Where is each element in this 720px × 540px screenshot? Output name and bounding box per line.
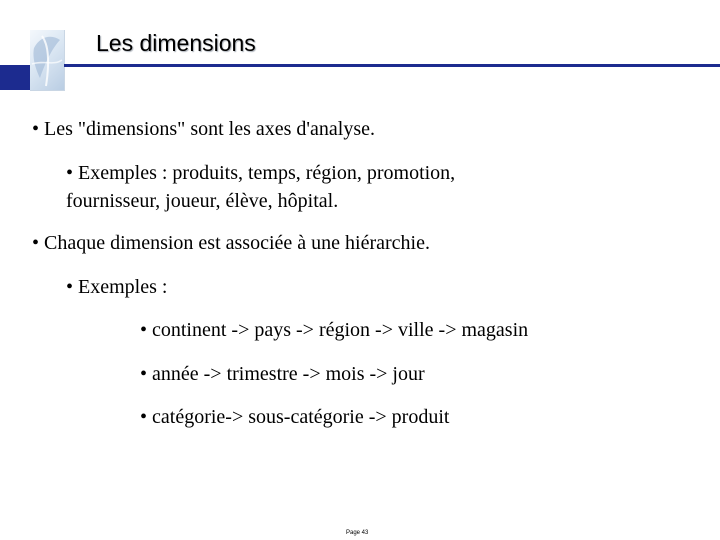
sub-bullet-examples-label: • Exemples : — [66, 276, 168, 298]
hierarchy-example-time: • année -> trimestre -> mois -> jour — [140, 363, 425, 385]
hierarchy-example-geography: • continent -> pays -> région -> ville -> magasin — [140, 319, 529, 341]
bullet-hierarchy: • Chaque dimension est associée à une hiérarchie. — [32, 232, 430, 254]
page-number: Page 43 — [346, 530, 369, 536]
sub-bullet-examples-line1: • Exemples : produits, temps, région, promotion, — [66, 162, 456, 184]
slide-logo — [30, 30, 65, 91]
sub-bullet-examples-line2: fournisseur, joueur, élève, hôpital. — [66, 190, 339, 212]
bullet-dimensions-definition: • Les "dimensions" sont les axes d'analyse. — [32, 118, 375, 140]
hierarchy-example-product: • catégorie-> sous-catégorie -> produit — [140, 406, 450, 428]
accent-bar-left — [0, 65, 30, 90]
slide-title: Les dimensions — [96, 30, 256, 56]
title-rule — [64, 64, 720, 67]
logo-swoosh-icon — [30, 30, 64, 90]
